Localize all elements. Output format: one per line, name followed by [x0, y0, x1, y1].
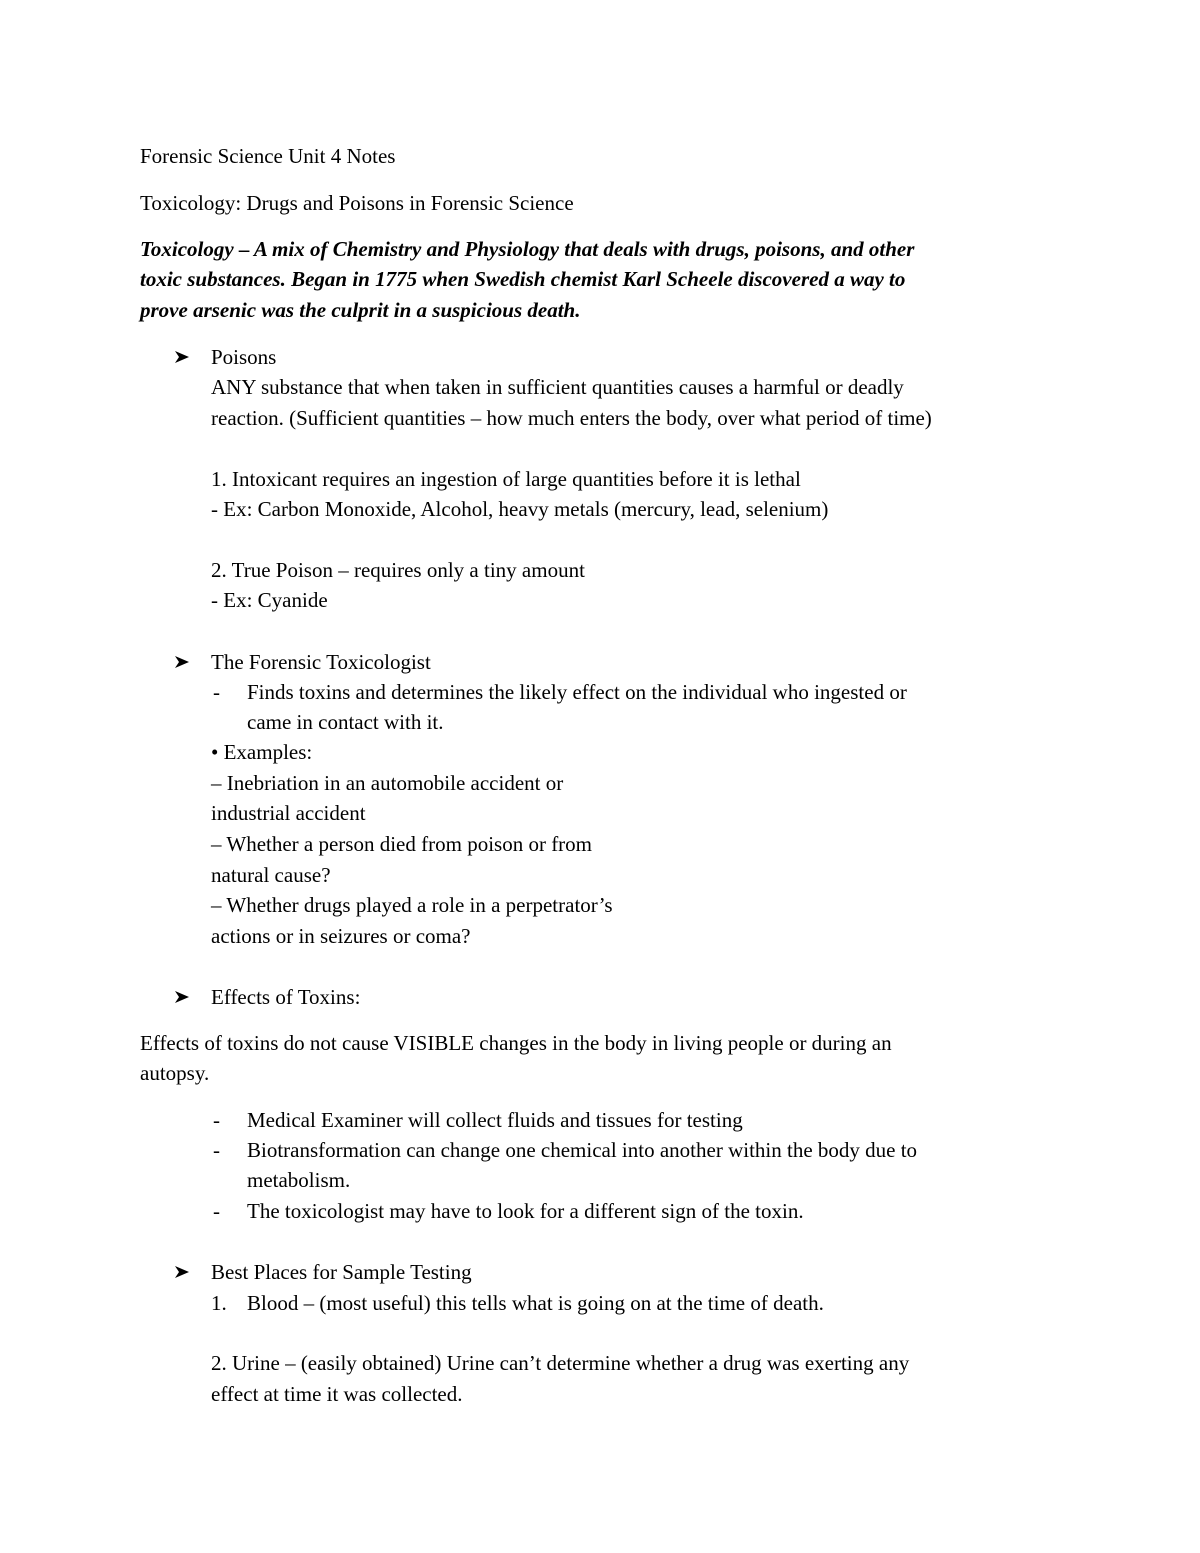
effects-paragraph: Effects of toxins do not cause VISIBLE changes in the body in living people or during an: [140, 1031, 892, 1055]
dash-marker: -: [213, 1199, 220, 1223]
arrow-bullet-icon: [172, 647, 194, 677]
poisons-desc: reaction. (Sufficient quantities – how much enters the body, over what period of time): [211, 406, 932, 430]
section-heading-sampling: Best Places for Sample Testing: [211, 1260, 472, 1284]
dash-marker: -: [213, 680, 220, 704]
dash-marker: -: [213, 1108, 220, 1132]
example-line: – Whether a person died from poison or from: [211, 832, 593, 856]
blood-item: Blood – (most useful) this tells what is going on at the time of death.: [247, 1291, 824, 1315]
arrow-bullet-icon: [172, 342, 194, 372]
example-line: natural cause?: [211, 863, 331, 887]
arrow-bullet-icon: [172, 1257, 194, 1287]
example-line: – Inebriation in an automobile accident or: [211, 771, 564, 795]
urine-item: effect at time it was collected.: [211, 1382, 463, 1406]
list-number: 1.: [211, 1291, 227, 1315]
example-line: actions or in seizures or coma?: [211, 924, 471, 948]
true-poison-item: 2. True Poison – requires only a tiny amount: [211, 558, 585, 582]
document-title: Forensic Science Unit 4 Notes: [140, 144, 396, 168]
section-heading-poisons: Poisons: [211, 345, 277, 369]
section-heading-effects: Effects of Toxins:: [211, 985, 361, 1009]
urine-item: 2. Urine – (easily obtained) Urine can’t determine whether a drug was exerting any: [211, 1351, 910, 1375]
effects-bullet: metabolism.: [247, 1168, 351, 1192]
definition-line: prove arsenic was the culprit in a suspicious death.: [140, 298, 581, 322]
dash-marker: -: [213, 1138, 220, 1162]
definition-line: toxic substances. Began in 1775 when Swedish chemist Karl Scheele discovered a way to: [140, 267, 906, 291]
intoxicant-example: - Ex: Carbon Monoxide, Alcohol, heavy metals (mercury, lead, selenium): [211, 497, 829, 521]
arrow-bullet-icon: [172, 982, 194, 1012]
toxicologist-item: came in contact with it.: [247, 710, 444, 734]
intoxicant-item: 1. Intoxicant requires an ingestion of large quantities before it is lethal: [211, 467, 801, 491]
poisons-desc: ANY substance that when taken in sufficient quantities causes a harmful or deadly: [211, 375, 904, 399]
effects-bullet: Medical Examiner will collect fluids and tissues for testing: [247, 1108, 743, 1132]
effects-bullet: The toxicologist may have to look for a different sign of the toxin.: [247, 1199, 804, 1223]
example-line: industrial accident: [211, 801, 366, 825]
example-line: – Whether drugs played a role in a perpetrator’s: [211, 893, 613, 917]
effects-bullet: Biotransformation can change one chemical into another within the body due to: [247, 1138, 918, 1162]
toxicologist-item: Finds toxins and determines the likely effect on the individual who ingested or: [247, 680, 907, 704]
examples-label: • Examples:: [211, 740, 313, 764]
section-heading-toxicologist: The Forensic Toxicologist: [211, 650, 431, 674]
definition-line: Toxicology – A mix of Chemistry and Physiology that deals with drugs, poisons, and other: [140, 237, 915, 261]
effects-paragraph: autopsy.: [140, 1061, 210, 1085]
document-subtitle: Toxicology: Drugs and Poisons in Forensic Science: [140, 191, 574, 215]
true-poison-example: - Ex: Cyanide: [211, 588, 328, 612]
